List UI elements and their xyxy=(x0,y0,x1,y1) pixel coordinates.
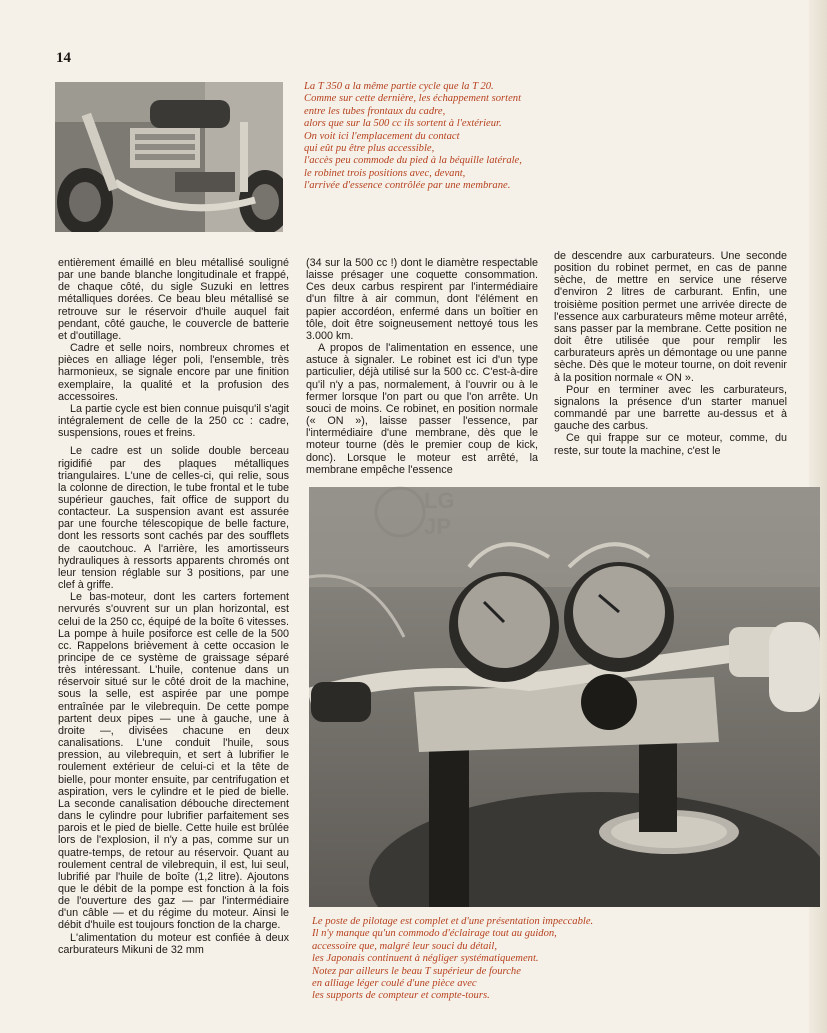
paragraph: Le cadre est un solide double berceau rigidifié par des plaques métalliques triangulaires. L'une de celles-ci, qui relie, sous la colonne de direction, le tube frontal et le tube supérieur gauches, fait office de support du contacteur. La suspension avant est assurée par une fourche télescopique de belle facture, dont les ressorts sont cachés par des soufflets de caoutchouc. A l'arrière, les amortisseurs hydrauliques à ressorts apparents chromés ont leur tension réglable sur 3 positions, par une clef à griffe. xyxy=(58,445,289,592)
caption-line: le robinet trois positions avec, devant, xyxy=(304,167,466,179)
caption-line: Notez par ailleurs le beau T supérieur de fourche xyxy=(312,965,521,977)
paragraph: Pour en terminer avec les carburateurs, signalons la présence d'un starter manuel commandé par une barrette au-dessus et à gauche des carbus. xyxy=(554,383,787,433)
page-number: 14 xyxy=(56,50,71,66)
caption-line: alors que sur la 500 cc ils sortent à l'extérieur. xyxy=(304,118,502,130)
caption-line: Comme sur cette dernière, les échappement sortent xyxy=(304,93,522,105)
cockpit-photo xyxy=(309,487,820,907)
caption-line: les supports de compteur et compte-tours. xyxy=(312,990,490,1002)
top-photo-caption xyxy=(304,81,522,193)
paragraph: L'alimentation du moteur est confiée à deux carburateurs Mikuni de 32 mm xyxy=(58,931,289,956)
caption-line: La T 350 a la même partie cycle que la T 20. xyxy=(304,81,494,92)
paragraph: Le bas-moteur, dont les carters fortement nervurés s'ouvrent sur un plan horizontal, est celui de la 250 cc, équipé de la boîte 6 vitesses. La pompe à huile posiforce est celle de la 500 cc. Rappelons brièvement à cette occasion le principe de ce système de graissage séparé très intéressant. L'huile, contenue dans un réservoir situé sur le côté droit de la machine, sous la selle, est aspirée par une pompe entraînée par le vilebrequin. De cette pompe partent deux pipes — une à gauche, une à droite —, divisées chacune en deux canalisations. L'une conduit l'huile, sous pression, au vilebrequin, et sert à lubrifier le roulement extérieur de celui-ci et la tête de bielle, pour monter ensuite, par centrifugation et aspiration, vers le cylindre et le pied de bielle. La seconde canalisation débouche directement dans le cylindre pour lubrifier parfaitement ses parois et le pied de bielle. Cette huile est brûlée lors de l'explosion, il n'y a pas, comme sur un quatre-temps, de retour au réservoir. Quant au roulement central de vilebrequin, il est, lui seul, lubrifié par l'huile de boîte (1,2 litre). Ajoutons que le débit de la pompe est fonction à la fois de l'ouverture des gaz — par l'intermédiaire d'un câble — et du régime du moteur. Ainsi le débit d'huile est toujours fonction de la charge. xyxy=(58,591,289,932)
caption-line: Le poste de pilotage est complet et d'une présentation impeccable. xyxy=(312,916,594,927)
paragraph: La partie cycle est bien connue puisqu'il s'agit intégralement de celle de la 250 cc : cadre, suspensions, roues et freins. xyxy=(58,402,289,440)
watermark-logo xyxy=(372,482,472,542)
article-column-3 xyxy=(554,250,787,475)
caption-line: qui eût pu être plus accessible, xyxy=(304,143,435,155)
article-column-1 xyxy=(58,257,289,1027)
caption-line: les Japonais continuent à négliger systématiquement. xyxy=(312,953,539,965)
svg-text:JP: JP xyxy=(424,514,451,539)
bottom-photo-caption xyxy=(312,916,593,1003)
caption-line: l'accès peu commode du pied à la béquille latérale, xyxy=(304,155,522,167)
article-column-2 xyxy=(306,257,538,482)
paragraph: Ce qui frappe sur ce moteur, comme, du reste, sur toute la machine, c'est le xyxy=(554,432,787,457)
caption-line: accessoire que, malgré leur souci du détail, xyxy=(312,940,497,952)
paragraph: A propos de l'alimentation en essence, une astuce à signaler. Le robinet est ici d'un type particulier, déjà utilisé sur la 500 cc. C'est-à-dire qu'il n'y a pas, normalement, à l'ouvrir ou à le fermer lorsque l'on part ou que l'on arrête. Un souci de moins. Ce robinet, en position normale (« ON »), laisse passer l'essence, par l'intermédiaire d'une membrane, dès que le moteur tourne (dès le premier coup de kick, donc). Lorsque le moteur est arrêté, la membrane empêche l'essence xyxy=(306,342,538,476)
caption-line: en alliage léger coulé d'une pièce avec xyxy=(312,978,477,990)
paragraph: de descendre aux carburateurs. Une seconde position du robinet permet, en cas de panne sèche, de mettre en service une réserve d'environ 2 litres de carburant. Enfin, une troisième position permet une arrivée directe de l'essence aux carburateurs même moteur arrêté, sans passer par la membrane. Cette position ne doit être utilisée que pour remplir les carburateurs après un démontage ou une panne sèche. Dès que le moteur tourne, on doit revenir à la position normale « ON ». xyxy=(554,250,787,384)
paragraph: entièrement émaillé en bleu métallisé souligné par une bande blanche longitudinale et frappé, de chaque côté, du sigle Suzuki en lettres métalliques dorées. Ce beau bleu métallisé se retrouve sur le réservoir d'huile auquel fait pendant, côté gauche, le couvercle de batterie et d'outillage. xyxy=(58,257,289,342)
caption-line: l'arrivée d'essence contrôlée par une membrane. xyxy=(304,180,511,192)
paragraph: Cadre et selle noirs, nombreux chromes et pièces en alliage léger poli, l'ensemble, très harmonieux, se signale encore par une finition exemplaire, la qualité et la profusion des accessoires. xyxy=(58,342,289,403)
paragraph: (34 sur la 500 cc !) dont le diamètre respectable laisse présager une coquette consommation. Ces deux carbus respirent par l'intermédiaire d'un filtre à air commun, dont l'élément en papier accordéon, enfermé dans un boîtier en tôle, doit être soigneusement nettoyé tous les 3.000 km. xyxy=(306,257,538,342)
caption-line: On voit ici l'emplacement du contact xyxy=(304,130,460,142)
motorcycle-photo xyxy=(55,82,283,232)
svg-text:LG: LG xyxy=(424,488,455,513)
caption-line: Il n'y manque qu'un commodo d'éclairage tout au guidon, xyxy=(312,928,557,940)
caption-line: entre les tubes frontaux du cadre, xyxy=(304,105,446,117)
